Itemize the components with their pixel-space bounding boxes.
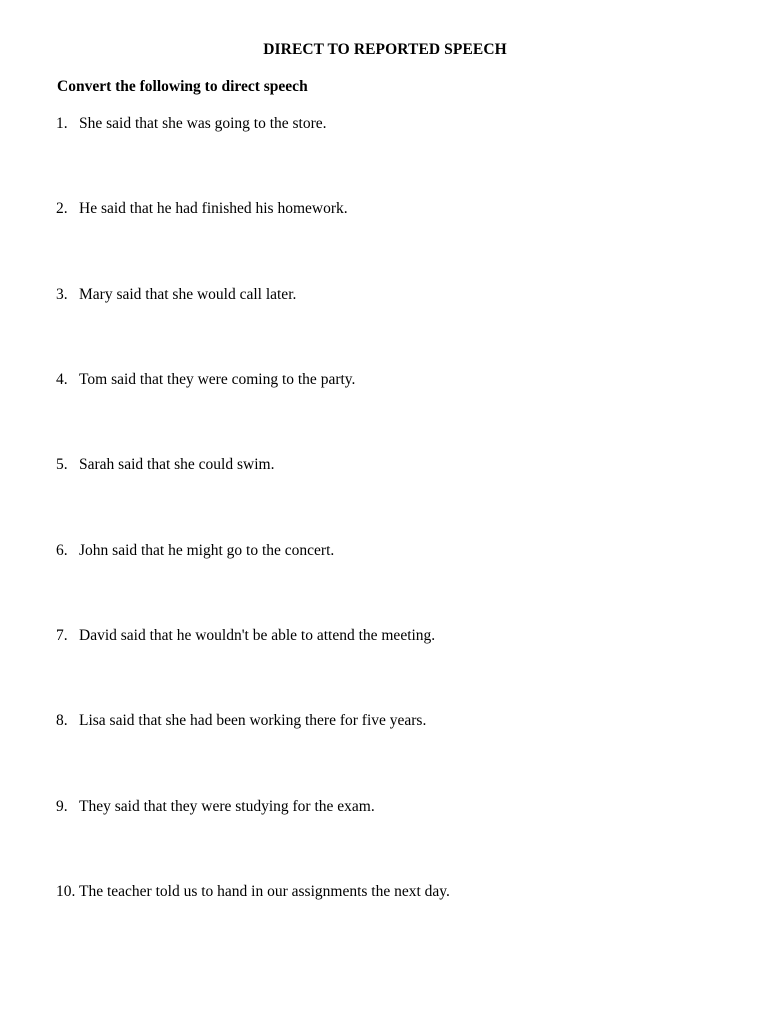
question-number: 8. bbox=[56, 712, 68, 729]
question-number: 5. bbox=[56, 456, 68, 473]
question-number: 9. bbox=[56, 798, 68, 815]
question-item bbox=[56, 456, 274, 474]
question-text: Lisa said that she had been working there for five years. bbox=[79, 712, 427, 729]
question-text: Tom said that they were coming to the party. bbox=[79, 371, 356, 388]
question-text: They said that they were studying for the exam. bbox=[79, 798, 375, 815]
question-text: The teacher told us to hand in our assignments the next day. bbox=[79, 883, 450, 900]
question-item bbox=[56, 883, 450, 901]
question-item bbox=[56, 542, 334, 560]
question-number: 6. bbox=[56, 542, 68, 559]
question-text: David said that he wouldn't be able to attend the meeting. bbox=[79, 627, 436, 644]
question-item bbox=[56, 798, 375, 816]
question-item bbox=[56, 371, 355, 389]
question-number: 1. bbox=[56, 115, 68, 132]
question-number: 10. bbox=[56, 883, 76, 900]
question-text: She said that she was going to the store. bbox=[79, 115, 327, 132]
question-number: 3. bbox=[56, 286, 68, 303]
question-item bbox=[56, 286, 296, 304]
question-item bbox=[56, 627, 435, 645]
question-text: Mary said that she would call later. bbox=[79, 286, 297, 303]
question-item bbox=[56, 115, 327, 133]
worksheet-title: DIRECT TO REPORTED SPEECH bbox=[263, 41, 507, 58]
worksheet-instruction: Convert the following to direct speech bbox=[57, 78, 308, 95]
question-number: 7. bbox=[56, 627, 68, 644]
question-number: 4. bbox=[56, 371, 68, 388]
question-item bbox=[56, 200, 348, 218]
question-text: John said that he might go to the concert. bbox=[79, 542, 335, 559]
question-item bbox=[56, 712, 426, 730]
question-text: Sarah said that she could swim. bbox=[79, 456, 275, 473]
question-text: He said that he had finished his homework. bbox=[79, 200, 348, 217]
question-number: 2. bbox=[56, 200, 68, 217]
